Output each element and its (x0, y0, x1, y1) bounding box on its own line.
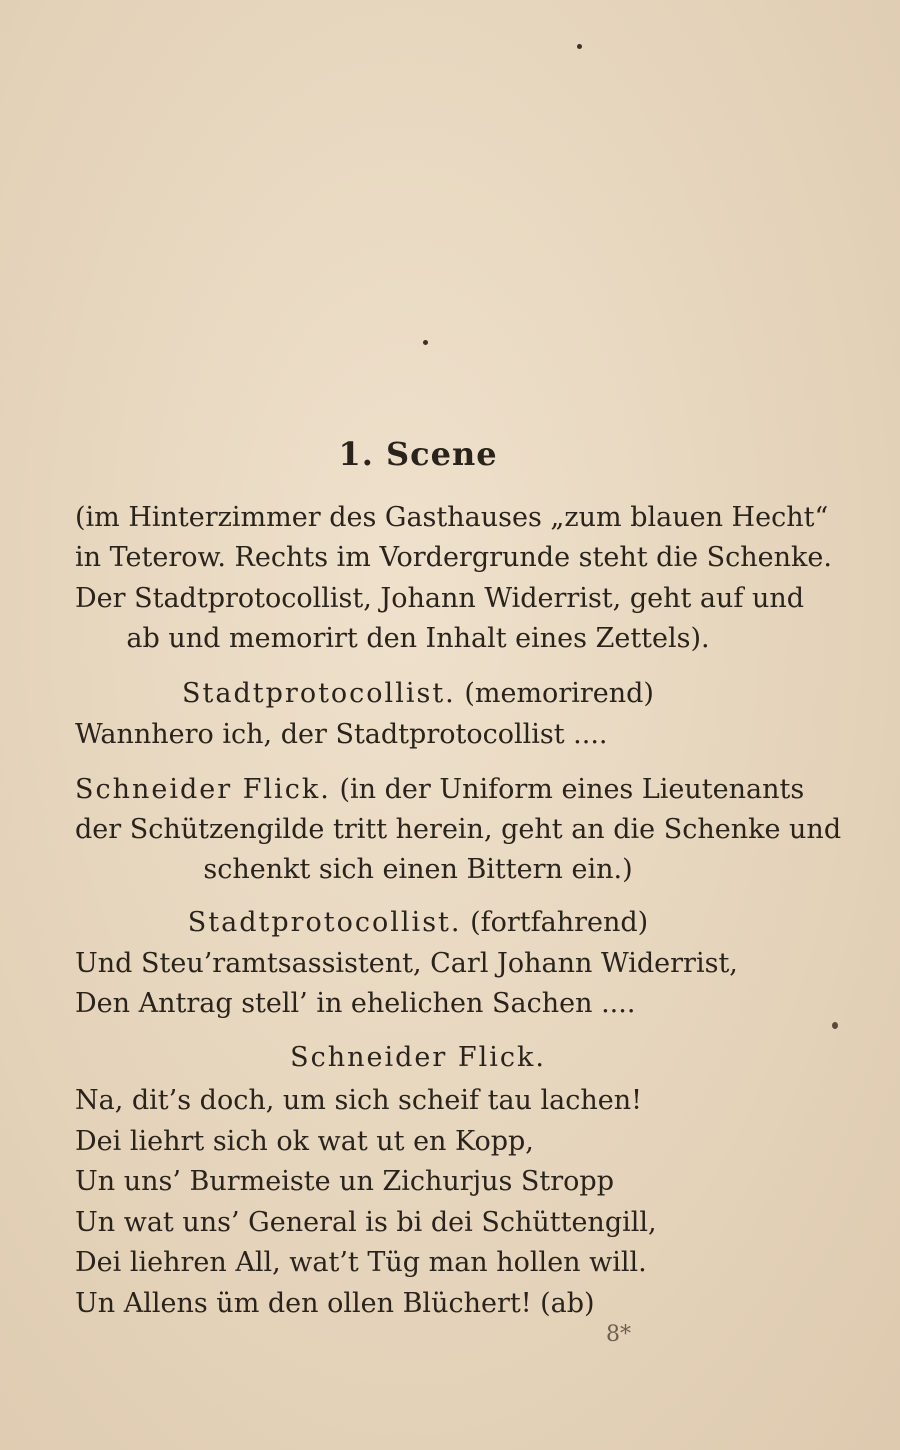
verse-line: Dei liehrt sich ok wat ut en Kopp, (75, 1126, 534, 1157)
verse-line: Na, dit’s doch, um sich scheif tau lachen! (75, 1085, 642, 1116)
stage-direction-line: in Teterow. Rechts im Vordergrunde steht die Schenke. (75, 542, 832, 573)
verse-line: Und Steu’ramtsassistent, Carl Johann Widerrist, (75, 948, 738, 979)
verse-line: Dei liehren All, wat’t Tüg man hollen will. (75, 1247, 647, 1278)
speaker-direction: (memorirend) (464, 678, 654, 709)
stage-direction-line: ab und memorirt den Inhalt eines Zettels). (126, 623, 710, 654)
speech-header (75, 1040, 761, 1076)
speaker-name: Schneider Flick. (75, 774, 331, 805)
scene-heading: 1. Scene (338, 435, 498, 473)
speech-header (75, 905, 761, 941)
verse-line: Un Allens üm den ollen Blüchert! (ab) (75, 1288, 595, 1319)
page-number: 8* (606, 1322, 631, 1347)
speaker-direction: (fortfahrend) (470, 907, 649, 938)
ink-speck (577, 44, 582, 49)
verse-line: Wannhero ich, der Stadtprotocollist .... (75, 719, 608, 750)
verse-line: Un uns’ Burmeiste un Zichurjus Stropp (75, 1166, 614, 1197)
speaker-direction: (in der Uniform eines Lieutenants (339, 774, 805, 805)
stage-direction-line: der Schützengilde tritt herein, geht an die Schenke und (75, 814, 842, 845)
speaker-name: Stadtprotocollist. (187, 907, 462, 938)
speaker-name: Stadtprotocollist. (182, 678, 456, 709)
stage-direction-line: (im Hinterzimmer des Gasthauses „zum blauen Hecht“ (75, 502, 829, 533)
stage-direction-line: Der Stadtprotocollist, Johann Widerrist, geht auf und (75, 583, 805, 614)
speech-header (75, 772, 805, 808)
ink-speck (832, 1022, 838, 1029)
speaker-name: Schneider Flick. (290, 1042, 546, 1073)
verse-line: Un wat uns’ General is bi dei Schüttengill, (75, 1207, 657, 1238)
ink-speck (423, 340, 428, 345)
stage-direction-line: schenkt sich einen Bittern ein.) (203, 854, 633, 885)
speech-header (75, 676, 761, 712)
verse-line: Den Antrag stell’ in ehelichen Sachen .... (75, 988, 636, 1019)
